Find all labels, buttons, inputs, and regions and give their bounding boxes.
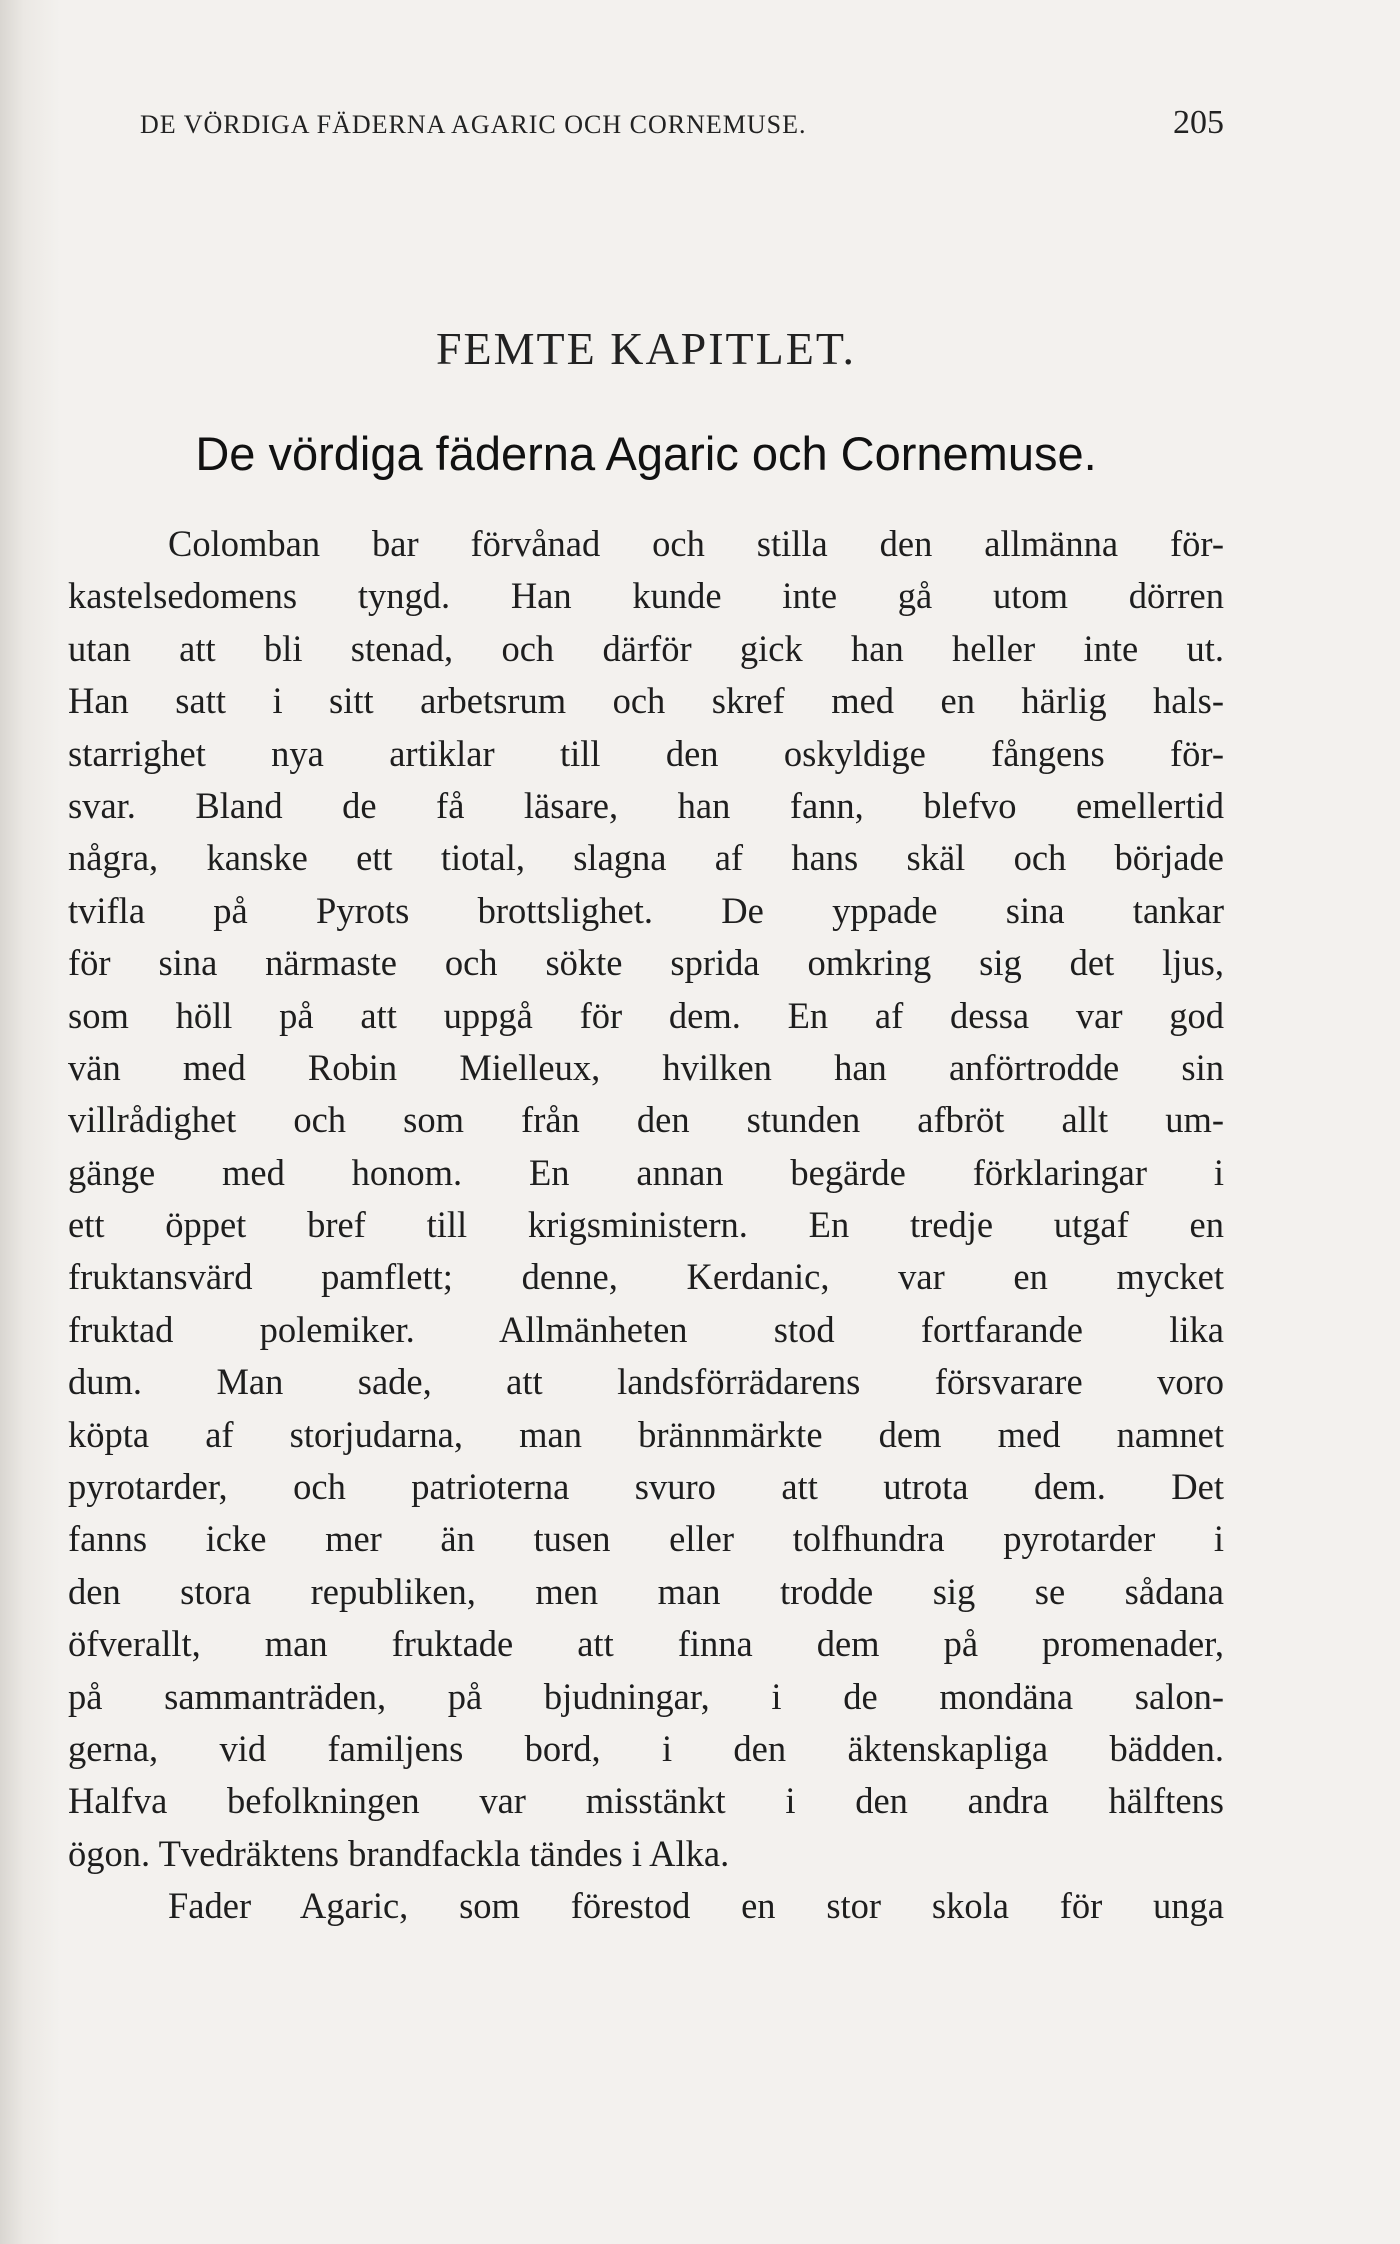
running-head-title: DE VÖRDIGA FÄDERNA AGARIC OCH CORNEMUSE. — [140, 110, 807, 139]
text-line: Halfva befolkningen var misstänkt i den andra hälftens — [68, 1780, 1224, 1822]
text-line: pyrotarder, och patrioterna svuro att utrota dem. Det — [68, 1466, 1224, 1508]
text-line: för sina närmaste och sökte sprida omkring sig det ljus, — [68, 942, 1224, 984]
page-number: 205 — [1173, 104, 1224, 141]
text-line: Fader Agaric, som förestod en stor skola för unga — [168, 1885, 1224, 1927]
text-line: ett öppet bref till krigsministern. En tredje utgaf en — [68, 1204, 1224, 1246]
text-line: villrådighet och som från den stunden afbröt allt um- — [68, 1099, 1224, 1141]
text-line: på sammanträden, på bjudningar, i de mondäna salon- — [68, 1675, 1224, 1717]
text-line: gänge med honom. En annan begärde förklaringar i — [68, 1151, 1224, 1193]
text-line: som höll på att uppgå för dem. En af dessa var god — [68, 994, 1224, 1036]
text-line: gerna, vid familjens bord, i den äktenskapliga bädden. — [68, 1727, 1224, 1769]
body-text — [68, 518, 1224, 1933]
text-line: utan att bli stenad, och därför gick han heller inte ut. — [68, 627, 1224, 669]
text-line: Colomban bar förvånad och stilla den allmänna för- — [168, 523, 1224, 564]
text-line: kastelsedomens tyngd. Han kunde inte gå utom dörren — [68, 575, 1224, 617]
text-line: tvifla på Pyrots brottslighet. De yppade sina tankar — [68, 889, 1224, 931]
text-line: köpta af storjudarna, man brännmärkte dem med namnet — [68, 1413, 1224, 1455]
text-line: ögon. Tvedräktens brandfackla tändes i Alka. — [68, 1832, 730, 1874]
text-line: dum. Man sade, att landsförrädarens försvarare voro — [68, 1361, 1224, 1403]
text-line: Han satt i sitt arbetsrum och skref med en härlig hals- — [68, 680, 1224, 722]
text-line: den stora republiken, men man trodde sig se sådana — [68, 1570, 1224, 1612]
text-line: vän med Robin Mielleux, hvilken han anförtrodde sin — [68, 1046, 1224, 1088]
book-page — [68, 0, 1224, 2244]
text-line: öfverallt, man fruktade att finna dem på promenader, — [68, 1623, 1224, 1665]
chapter-title: De vördiga fäderna Agaric och Cornemuse. — [195, 427, 1097, 480]
text-line: fruktad polemiker. Allmänheten stod fortfarande lika — [68, 1308, 1224, 1350]
chapter-label: FEMTE KAPITLET. — [435, 323, 857, 374]
text-line: svar. Bland de få läsare, han fann, blefvo emellertid — [68, 784, 1224, 826]
text-line: fanns icke mer än tusen eller tolfhundra pyrotarder i — [68, 1518, 1224, 1560]
text-line: starrighet nya artiklar till den oskyldige fångens för- — [68, 732, 1224, 774]
text-line: några, kanske ett tiotal, slagna af hans skäl och började — [68, 837, 1224, 879]
page-spine-shadow — [0, 0, 60, 2244]
text-line: fruktansvärd pamflett; denne, Kerdanic, var en mycket — [68, 1256, 1224, 1298]
